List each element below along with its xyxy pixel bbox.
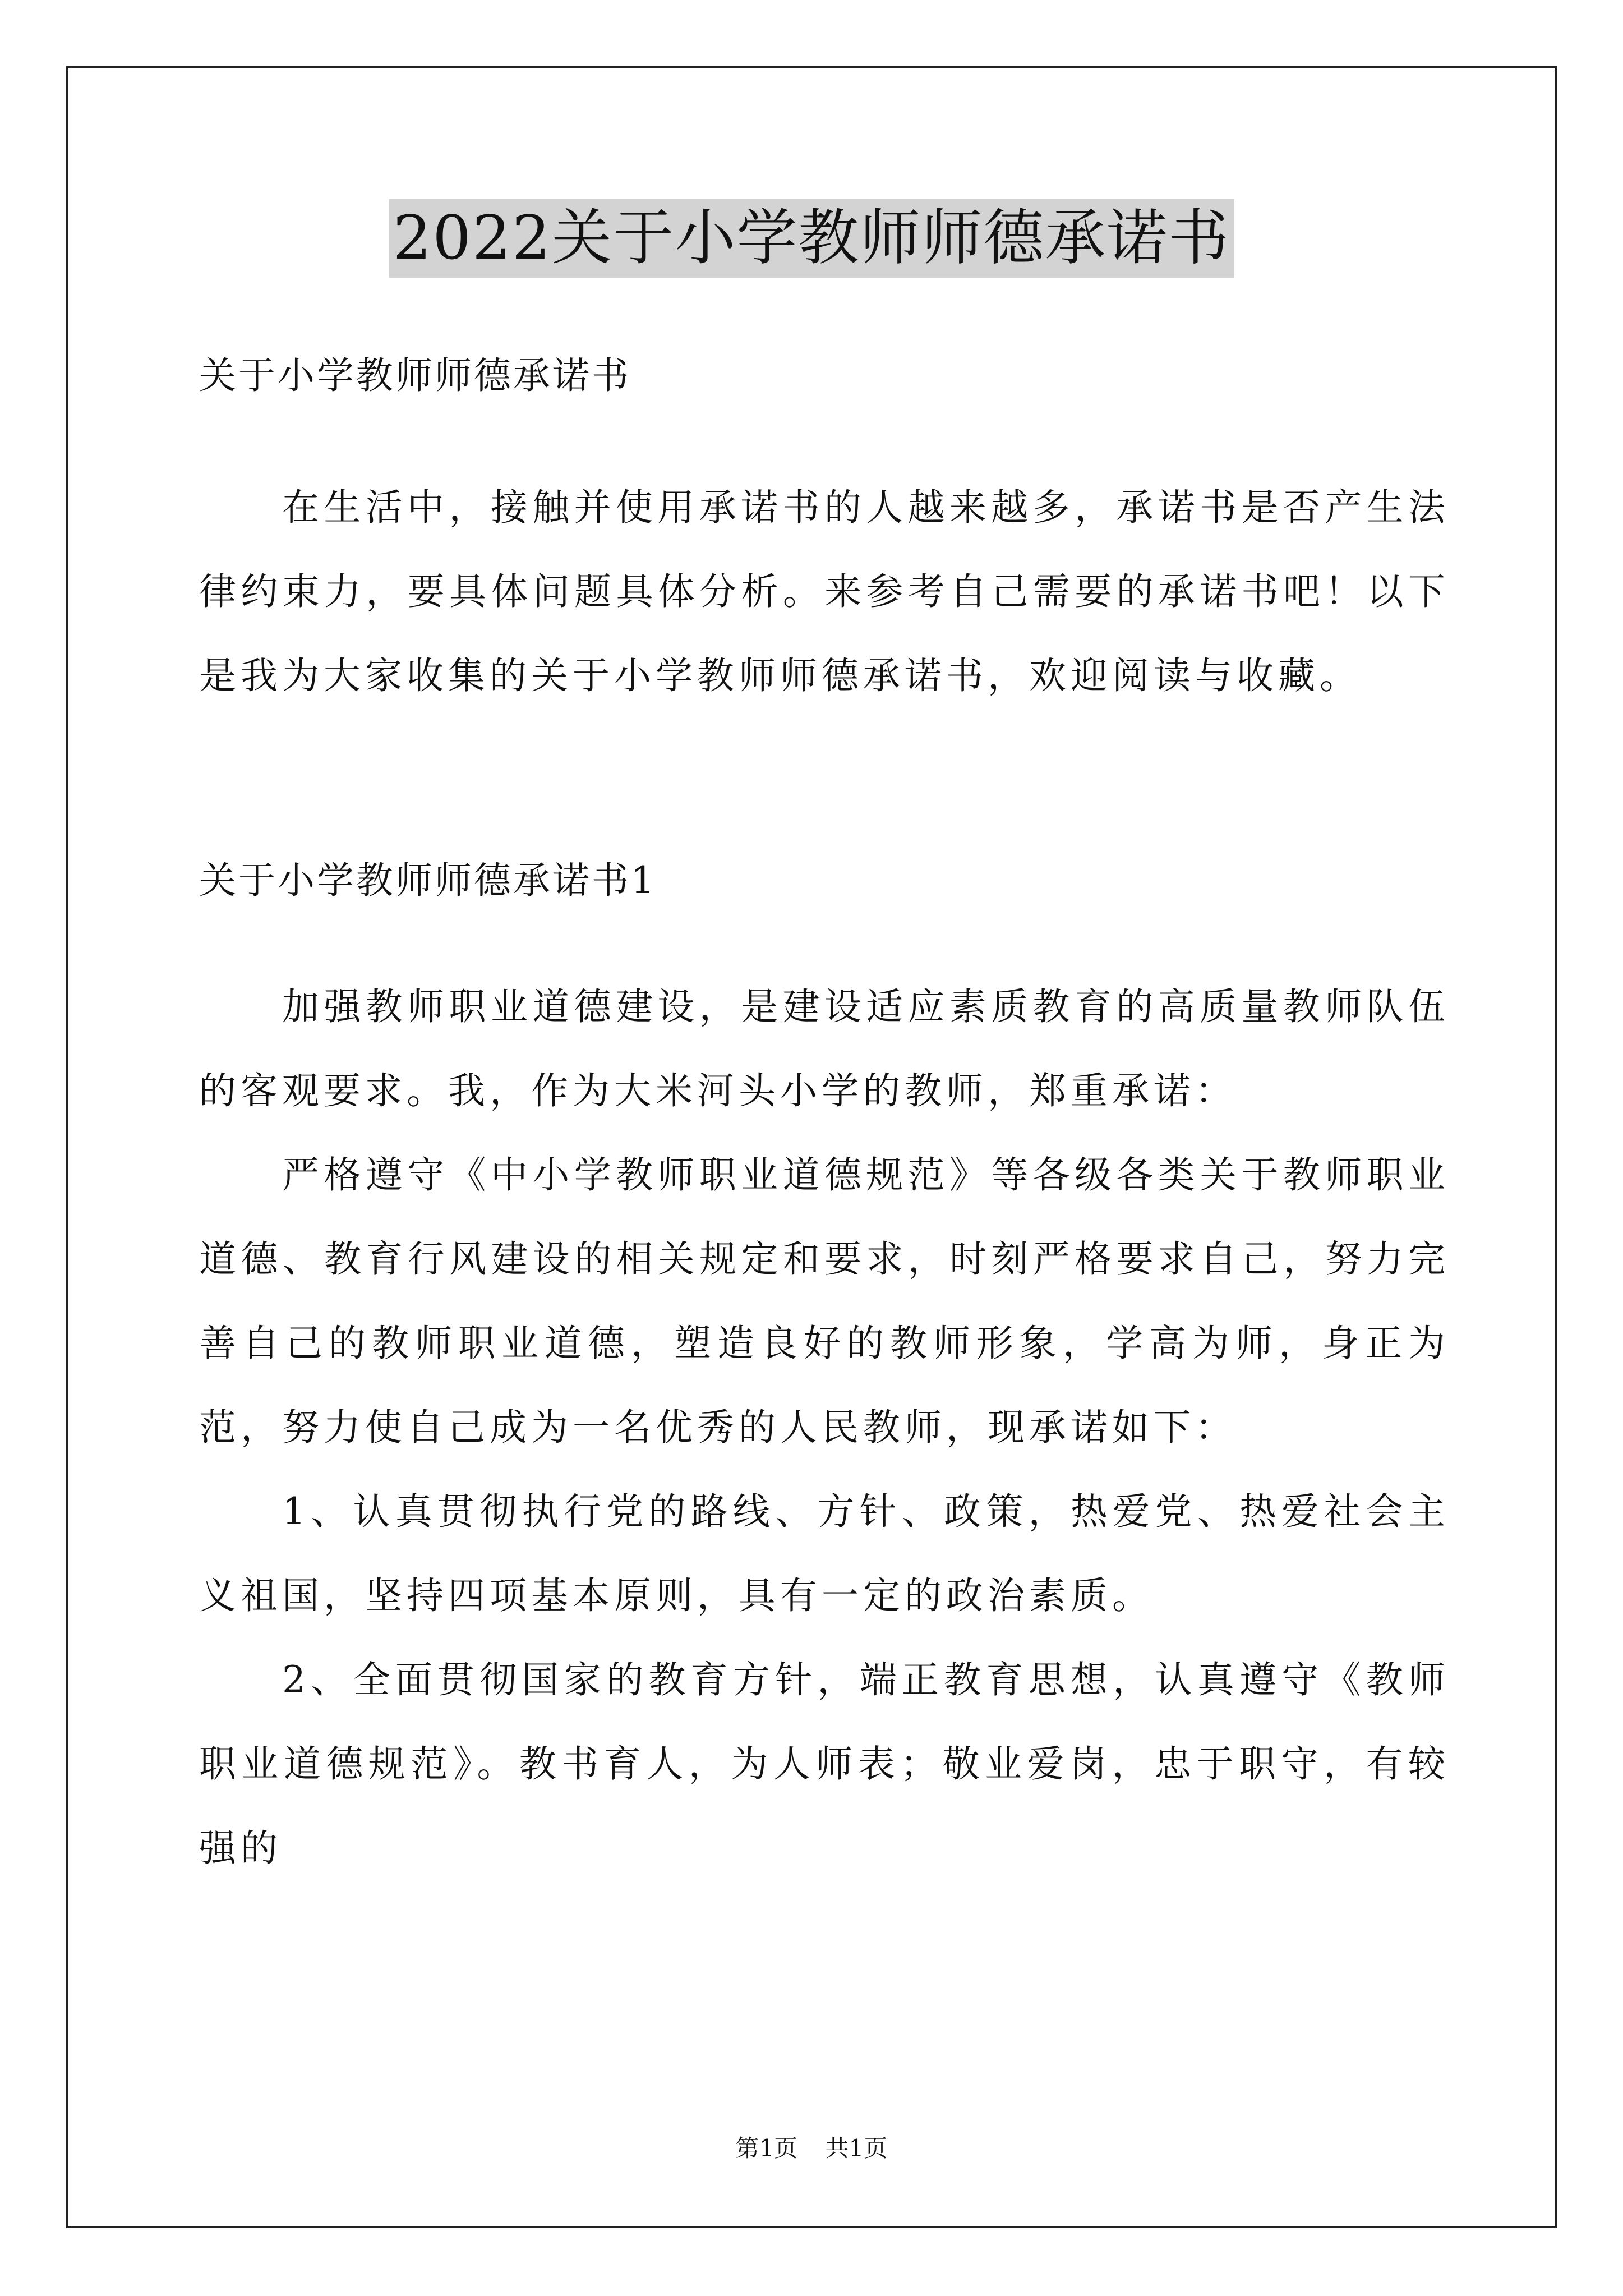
document-body xyxy=(199,348,1450,1890)
page-number-total: 共1页 xyxy=(825,2134,888,2162)
page-number-current: 第1页 xyxy=(735,2134,798,2162)
body-paragraph: 严格遵守《中小学教师职业道德规范》等各级各类关于教师职业道德、教育行风建设的相关规定和要求，时刻严格要求自己，努力完善自己的教师职业道德，塑造良好的教师形象，学高为师，身正为范，努力使自己成为一名优秀的人民教师，现承诺如下： xyxy=(199,1153,1450,1449)
page-footer xyxy=(0,2132,1623,2165)
document-title: 2022关于小学教师师德承诺书 xyxy=(389,199,1235,278)
document-subtitle: 关于小学教师师德承诺书 xyxy=(199,354,631,397)
title-container xyxy=(0,199,1623,278)
body-paragraph: 2、全面贯彻国家的教育方针，端正教育思想，认真遵守《教师职业道德规范》。教书育人，为人师表；敬业爱岗，忠于职守，有较强的 xyxy=(199,1658,1450,1870)
intro-paragraph: 在生活中，接触并使用承诺书的人越来越多，承诺书是否产生法律约束力，要具体问题具体分析。来参考自己需要的承诺书吧！以下是我为大家收集的关于小学教师师德承诺书，欢迎阅读与收藏。 xyxy=(199,486,1450,697)
section-heading: 关于小学教师师德承诺书1 xyxy=(199,859,657,902)
body-paragraph: 1、认真贯彻执行党的路线、方针、政策，热爱党、热爱社会主义祖国，坚持四项基本原则，具有一定的政治素质。 xyxy=(199,1490,1450,1617)
body-paragraph: 加强教师职业道德建设，是建设适应素质教育的高质量教师队伍的客观要求。我，作为大米河头小学的教师，郑重承诺： xyxy=(199,985,1450,1112)
